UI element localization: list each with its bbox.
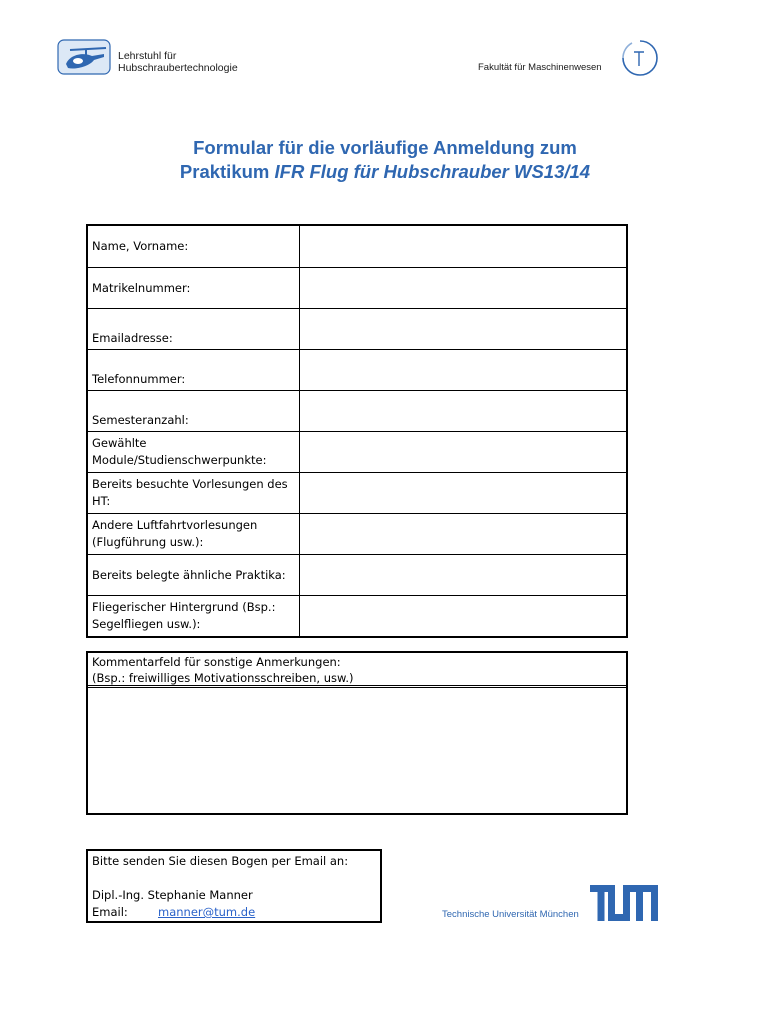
email-label: Email:	[92, 905, 128, 919]
form-row-name	[88, 226, 626, 267]
registration-form-table	[86, 224, 628, 638]
form-row-aviation-lectures	[88, 513, 626, 554]
faculty-name: Fakultät für Maschinenwesen	[478, 62, 602, 73]
contact-intro: Bitte senden Sie diesen Bogen per Email an:	[92, 854, 349, 868]
contact-name: Dipl.-Ing. Stephanie Manner	[92, 888, 253, 902]
form-row-email	[88, 308, 626, 349]
title-line2-italic: IFR Flug für Hubschrauber WS13/14	[274, 161, 591, 182]
chair-name	[118, 50, 238, 74]
comment-label: Kommentarfeld für sonstige Anmerkungen:	[92, 655, 341, 669]
form-label: Emailadresse:	[88, 309, 300, 349]
flying-background-field[interactable]	[300, 596, 626, 636]
contact-spacer	[92, 870, 376, 887]
form-label: Bereits belegte ähnliche Praktika:	[88, 555, 300, 595]
modules-field[interactable]	[300, 432, 626, 472]
title-line1: Formular für die vorläufige Anmeldung zum	[193, 137, 577, 158]
title-line2-plain: Praktikum	[179, 161, 275, 182]
comment-header	[88, 653, 626, 688]
comment-hint: (Bsp.: freiwilliges Motivationsschreiben, usw.)	[92, 671, 354, 685]
comment-box	[86, 651, 628, 815]
tum-logo-icon	[590, 885, 658, 921]
contact-email-row	[92, 904, 376, 921]
email-link[interactable]: manner@tum.de	[158, 905, 256, 919]
university-name: Technische Universität München	[442, 909, 579, 920]
form-label: Semesteranzahl:	[88, 391, 300, 431]
semesters-field[interactable]	[300, 391, 626, 431]
title-line2	[70, 160, 700, 184]
page-title	[70, 136, 700, 184]
form-row-phone	[88, 349, 626, 390]
chair-name-line2: Hubschraubertechnologie	[118, 62, 238, 74]
form-label: Matrikelnummer:	[88, 268, 300, 308]
form-row-ht-lectures	[88, 472, 626, 513]
similar-labs-field[interactable]	[300, 555, 626, 595]
form-label: Telefonnummer:	[88, 350, 300, 390]
name-field[interactable]	[300, 226, 626, 267]
form-label: Gewählte Module/Studienschwerpunkte:	[88, 432, 300, 472]
form-row-flying-background	[88, 595, 626, 636]
matriculation-field[interactable]	[300, 268, 626, 308]
comment-textarea[interactable]	[88, 688, 626, 813]
contact-box	[86, 849, 382, 923]
form-row-semesters	[88, 390, 626, 431]
email-field[interactable]	[300, 309, 626, 349]
form-label: Andere Luftfahrtvorlesungen (Flugführung usw.):	[88, 514, 300, 554]
form-label: Name, Vorname:	[88, 226, 300, 267]
aviation-lectures-field[interactable]	[300, 514, 626, 554]
faculty-circle-logo-icon	[618, 38, 662, 78]
phone-field[interactable]	[300, 350, 626, 390]
helicopter-logo-icon	[56, 38, 112, 76]
form-label: Bereits besuchte Vorlesungen des HT:	[88, 473, 300, 513]
form-row-matriculation	[88, 267, 626, 308]
chair-name-line1: Lehrstuhl für	[118, 50, 177, 62]
form-row-similar-labs	[88, 554, 626, 595]
ht-lectures-field[interactable]	[300, 473, 626, 513]
form-label: Fliegerischer Hintergrund (Bsp.: Segelfliegen usw.):	[88, 596, 300, 636]
form-row-modules	[88, 431, 626, 472]
